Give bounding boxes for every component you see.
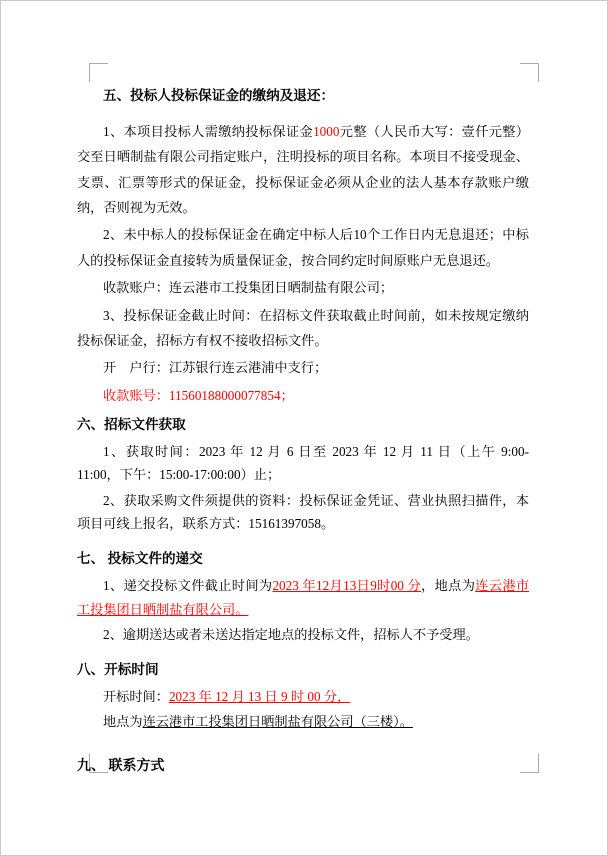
section7-p1-month: 12月 (316, 578, 344, 594)
section8-heading: 八、开标时间 (77, 661, 159, 677)
section5-paragraph-4: 3、投标保证金截止时间：在招标文件获取截止时间前，如未按规定缴纳投标保证金，招标方有权不接收招标文件。 (77, 307, 529, 348)
section5-paragraph-2: 2、未中标人的投标保证金在确定中标人后10个工作日内无息退还；中标人的投标保证金直接转为质量保证金，按合同约定时间原账户无息退还。 (77, 227, 529, 268)
section5-paragraph-5: 开 户行：江苏银行连云港浦中支行； (103, 360, 328, 376)
spacer (77, 111, 529, 119)
section7-paragraph-1 (77, 574, 529, 621)
section8-p2-label: 地点为 (103, 714, 143, 730)
section7-p1-minute: 00 分 (390, 578, 422, 594)
section8-p2-place: 连云港市工投集团日晒制盐有限公司（三楼）。 (142, 714, 413, 730)
section9-heading: 九、 联系方式 (77, 758, 165, 774)
section7-p1-place: 连云港市工投集团日晒制盐有限公司。 (77, 578, 530, 617)
section8-paragraph-1 (77, 685, 529, 709)
section7-p1-hour: 9时 (370, 578, 391, 594)
section5-p1-amount: 1000 (313, 124, 340, 140)
section8-p1-label: 开标时间： (103, 688, 169, 704)
section5-paragraph-1 (77, 119, 529, 220)
section8-p1-date: 2023 年 12 月 13 日 9 时 00 分， (168, 688, 351, 704)
section6-paragraph-2: 2、获取采购文件须提供的资料：投标保证金凭证、营业执照扫描件，本项目可线上报名，联系方式：15161397058。 (77, 492, 529, 532)
section7-paragraph-2: 2、逾期送达或者未送达指定地点的投标文件，招标人不予受理。 (103, 627, 479, 643)
section7-p1-year: 2023 年 (272, 578, 317, 594)
section5-p1-text-b: 元整（人民币大写：壹仟元整）交至日晒制盐有限公司指定账户，注明投标的项目名称。本项目不接受现金、支票、汇票等形式的保证金，投标保证金必须从企业的法人基本存款账户缴纳，否则视为无效。 (77, 124, 530, 216)
section7-heading: 七、 投标文件的递交 (77, 550, 203, 566)
section6-paragraph-1: 1、获取时间：2023 年 12 月 6 日至 2023 年 12 月 11 日（上午 9:00-11:00，下午：15:00-17:00:00）止； (77, 443, 529, 483)
section7-p1-day: 13日 (343, 578, 371, 594)
section7-p1-text-a: 1、递交投标文件截止时间为 (103, 578, 273, 594)
spacer (77, 736, 529, 750)
section6-heading: 六、招标文件获取 (77, 416, 186, 432)
section7-p1-text-b: ，地点为 (421, 578, 476, 594)
section5-paragraph-3: 收款账户：连云港市工投集团日晒制盐有限公司； (103, 280, 394, 296)
section5-paragraph-6-account: 收款账号：11560188000077854； (103, 387, 294, 403)
section5-heading: 五、投标人投标保证金的缴纳及退还： (103, 88, 335, 103)
section8-paragraph-2 (77, 710, 529, 734)
section5-p1-text-a: 1、本项目投标人需缴纳投标保证金 (103, 124, 314, 140)
document-body (77, 79, 529, 783)
